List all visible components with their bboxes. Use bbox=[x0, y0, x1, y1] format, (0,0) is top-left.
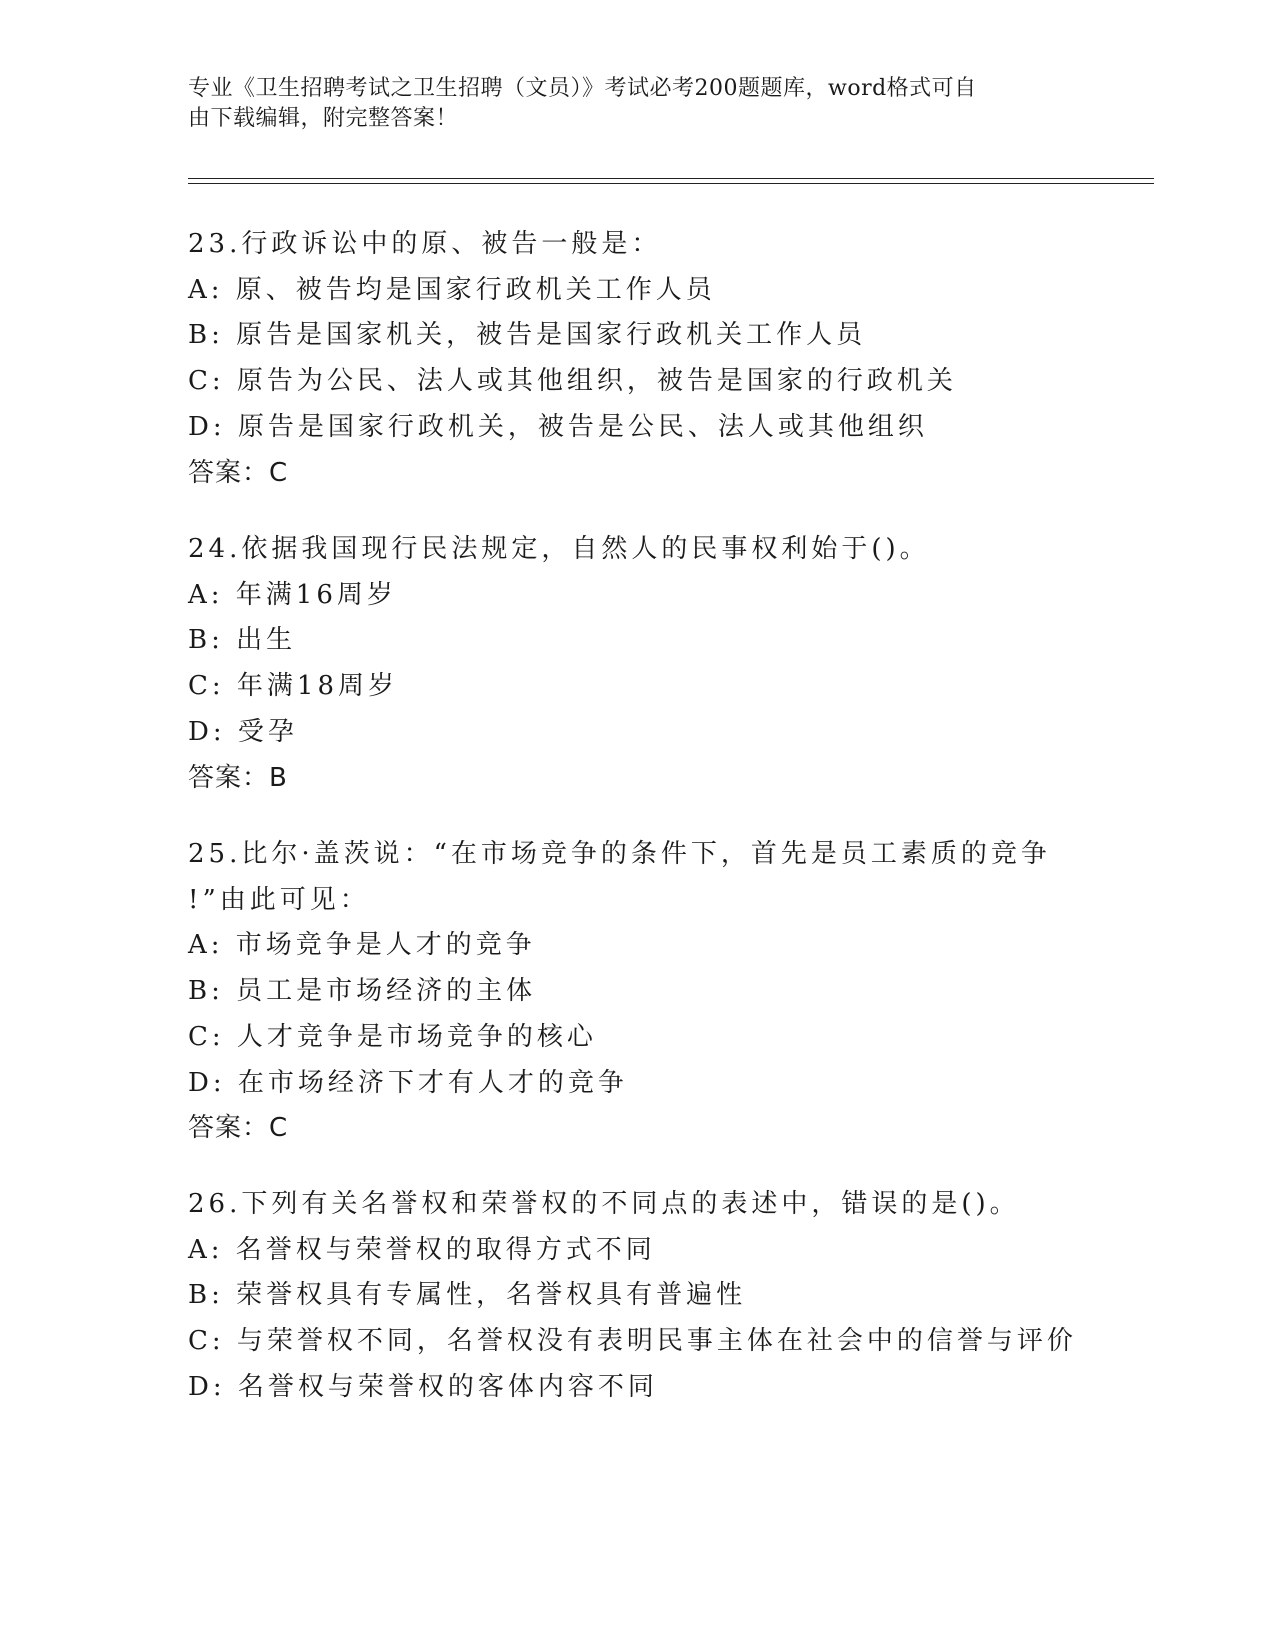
option-b: B: 员工是市场经济的主体 bbox=[188, 976, 537, 1007]
header-line-1: 专业《卫生招聘考试之卫生招聘（文员）》考试必考200题题库，word格式可自 bbox=[188, 76, 977, 101]
option-b: B: 出生 bbox=[188, 625, 297, 656]
answer-label: 答案：B bbox=[188, 762, 288, 793]
option-a: A: 名誉权与荣誉权的取得方式不同 bbox=[188, 1234, 656, 1265]
header-line-2: 由下载编辑，附完整答案！ bbox=[188, 106, 459, 131]
option-c: C: 年满18周岁 bbox=[188, 671, 399, 702]
question-stem: 26.下列有关名誉权和荣誉权的不同点的表述中，错误的是()。 bbox=[188, 1189, 1020, 1219]
question-stem: 24.依据我国现行民法规定，自然人的民事权利始于()。 bbox=[188, 534, 930, 564]
option-d: D: 名誉权与荣誉权的客体内容不同 bbox=[188, 1371, 658, 1402]
option-d: D: 在市场经济下才有人才的竞争 bbox=[188, 1067, 628, 1098]
question-stem-continued: !”由此可见： bbox=[188, 884, 370, 915]
option-a: A: 原、被告均是国家行政机关工作人员 bbox=[188, 274, 716, 305]
option-b: B: 原告是国家机关，被告是国家行政机关工作人员 bbox=[188, 320, 867, 351]
option-d: D: 受孕 bbox=[188, 716, 298, 747]
answer-label: 答案：C bbox=[188, 457, 289, 488]
question-25 bbox=[188, 832, 1088, 1152]
question-stem: 23.行政诉讼中的原、被告一般是： bbox=[188, 229, 662, 259]
option-c: C: 与荣誉权不同，名誉权没有表明民事主体在社会中的信誉与评价 bbox=[188, 1326, 1077, 1357]
option-a: A: 年满16周岁 bbox=[188, 579, 397, 610]
header-divider-bottom bbox=[188, 183, 1154, 184]
option-b: B: 荣誉权具有专属性，名誉权具有普遍性 bbox=[188, 1280, 747, 1311]
question-stem: 25.比尔·盖茨说：“在市场竞争的条件下，首先是员工素质的竞争 bbox=[188, 839, 1051, 869]
option-c: C: 人才竞争是市场竞争的核心 bbox=[188, 1021, 597, 1052]
document-header bbox=[188, 74, 1088, 134]
question-23 bbox=[188, 222, 1088, 496]
header-divider-top bbox=[188, 178, 1154, 179]
question-26 bbox=[188, 1182, 1088, 1411]
option-d: D: 原告是国家行政机关，被告是公民、法人或其他组织 bbox=[188, 411, 928, 442]
answer-label: 答案：C bbox=[188, 1113, 289, 1144]
question-24 bbox=[188, 527, 1088, 801]
option-a: A: 市场竞争是人才的竞争 bbox=[188, 930, 536, 961]
option-c: C: 原告为公民、法人或其他组织，被告是国家的行政机关 bbox=[188, 366, 957, 397]
